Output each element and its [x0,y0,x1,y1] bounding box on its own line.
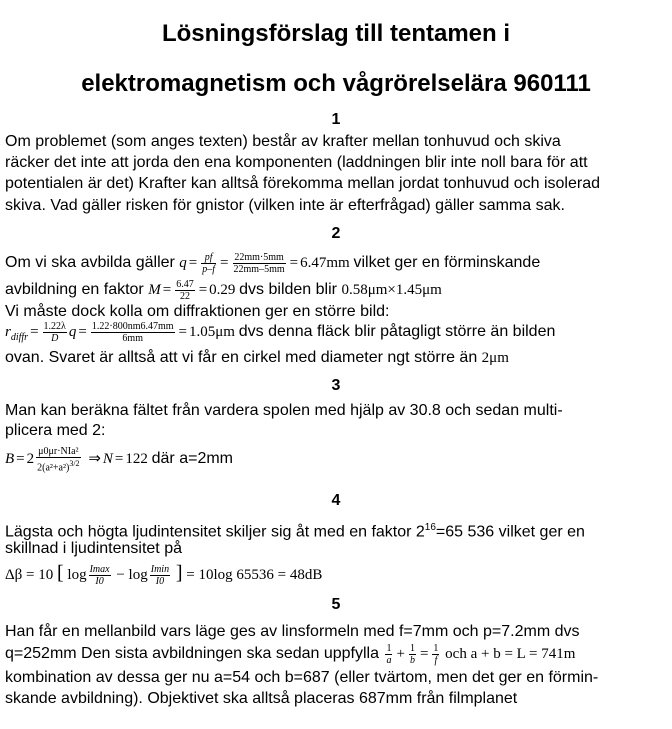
image-distance-formula: q = $\frac{pf}{p-f}$ = $\frac{22mm\cdot 5mm}{22mm-5mm}$ = 6.47mm [179,252,350,275]
section-2-line-4-text: dvs denna fläck blir påtagligt större än bilden [238,322,556,340]
section-2-line-3: Vi måste dock kolla om diffraktionen ger en större bild: [5,303,390,320]
section-number-1: 1 [331,111,341,128]
section-number-5: 5 [331,596,341,613]
section-3-line-1: Man kan beräkna fältet från vardera spolen med hjälp av 30.8 och sedan multi- [5,402,563,419]
intensity-difference-formula: Δβ = 10 [ log $\frac{Imax}{I0}$ − log $\frac{Imin}{I0}$ ] = 10log 65536 = 48dB [5,562,323,588]
section-3-line-3-text: där a=2mm [151,450,233,468]
diffraction-formula: $r_{diffr}$ = $\frac{1.22\lambda}{D}$ q = $\frac{1.22\cdot 800nm6.47mm}{6mm}$ = 1.05μm [5,321,235,344]
coil-field-formula: B = 2 $\frac{\text{μ0μr·NIa²}}{2(a^2+a^2)^{3/2}}$ ⇒ N = 122 [5,446,148,474]
section-5-line-2: q=252mm Den sista avbildningen ska sedan uppfylla $\frac{1}{a}$ + $\frac{1}{b}$ = $\frac{1}{f}$ och a + b = L = 741m [5,643,576,666]
section-5-line-1: Han får en mellanbild vars läge ges av linsformeln med f=7mm och p=7.2mm dvs [5,623,580,640]
section-2-line-1 [5,252,540,275]
section-2-line-2 [5,279,442,302]
section-1-line-1: Om problemet (som anges texten) består av krafter mellan tonhuvud och skiva [5,133,561,150]
section-number-2: 2 [331,225,341,242]
section-5-line-3: kombination av dessa ger nu a=54 och b=687 (eller tvärtom, men det ger en förmin- [5,669,599,686]
section-2-line-5-text: ovan. Svaret är alltså att vi får en cirkel med diameter ngt större än [5,349,478,366]
section-3-line-3 [5,446,233,473]
answer-diameter-value: 2μm [481,350,509,366]
document-title-line-1: Lösningsförslag till tentamen i [161,20,511,47]
section-2-line-2-text-start: avbildning en faktor [5,280,144,298]
section-4-line-1: Lägsta och högta ljudintensitet skiljer sig åt med en faktor $2^{16}=65$ 536 vilket ger en [5,522,585,541]
section-number-4: 4 [331,492,341,509]
image-size-value: 0.58μm×1.45μm [341,281,442,298]
section-number-3: 3 [331,377,341,394]
section-1-line-3: potentialen är det) Krafter kan alltså förekomma mellan jordat tonhuvud och isolerad [5,175,600,192]
section-2-line-1-text-end: vilket ger en förminskande [353,253,541,271]
section-4-line-3 [5,563,322,587]
lens-formula: $\frac{1}{a}$ + $\frac{1}{b}$ = $\frac{1}{f}$ och a + b = L = 741m [386,643,576,666]
section-1-line-2: räcker det inte att jorda den ena komponenten (laddningen blir inte noll bara för att [5,154,588,171]
section-2-line-4 [5,321,555,348]
section-2-line-2-text-mid: dvs bilden blir [239,280,337,298]
section-2-line-1-text-start: Om vi ska avbilda gäller [5,253,175,271]
section-2-line-5 [5,348,509,368]
section-5-line-4: skande avbildning). Objektivet ska alltså placeras 687mm från filmplanet [5,690,518,707]
section-1-line-4: skiva. Vad gäller risken för gnistor (vilken inte är efterfrågad) gäller samma sak. [5,197,565,214]
magnification-formula: M = $\frac{6.47}{22}$ = 0.29 [148,279,236,302]
section-3-line-2: plicera med 2: [5,422,106,439]
document-title-line-2: elektromagnetism och vågrörelselära 960111 [81,70,591,97]
section-4-line-2: skillnad i ljudintensitet på [5,540,182,557]
